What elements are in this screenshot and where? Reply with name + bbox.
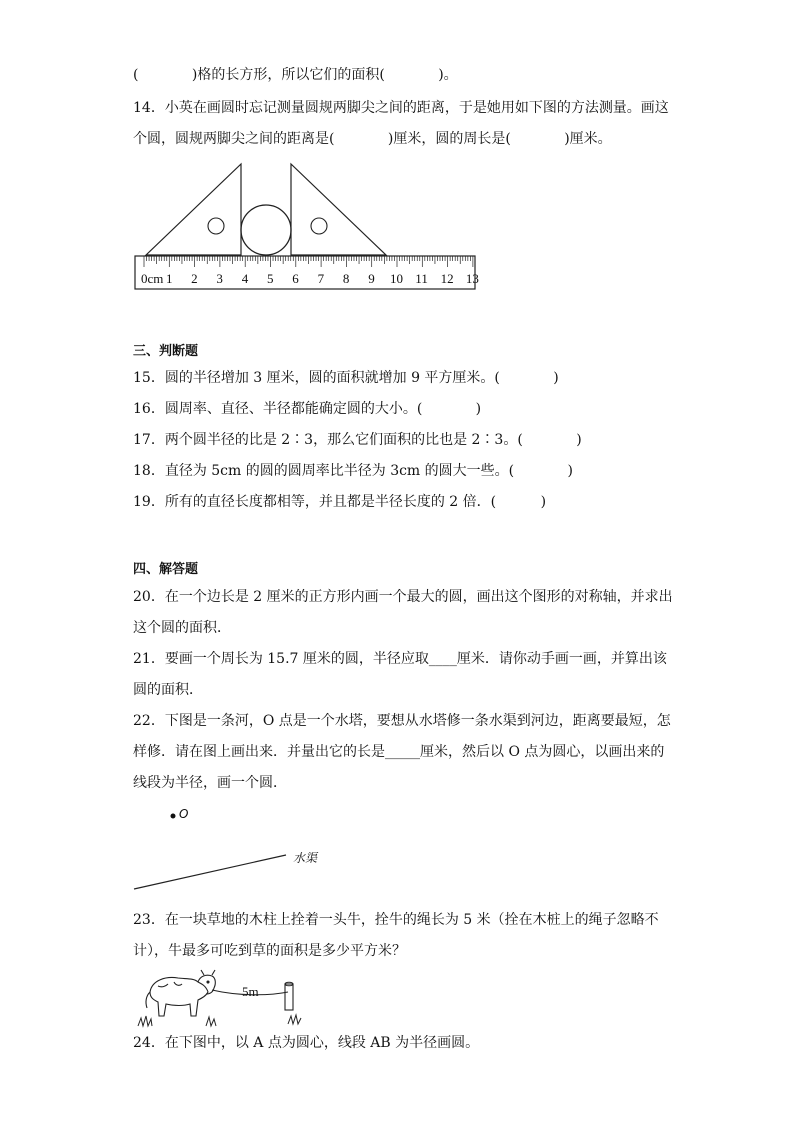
ruler-number-13: 13 — [465, 271, 479, 286]
question-20-line1: 20．在一个边长是 2 厘米的正方形内画一个最大的圆，画出这个图形的对称轴，并求出 — [133, 589, 673, 605]
wooden-post — [285, 984, 293, 1010]
q14-line2: 个圆，圆规两脚尖之间的距离是( )厘米，圆的周长是( )厘米。 — [133, 131, 612, 147]
water-tower-point — [171, 814, 176, 819]
section-3-heading: 三、判断题 — [133, 344, 199, 359]
question-21-line2: 圆的面积． — [133, 682, 203, 698]
ruler-number-9: 9 — [368, 271, 375, 286]
canal-label: 水渠 — [293, 851, 318, 865]
canal-figure — [128, 800, 368, 890]
q13-continuation: ( )格的长方形，所以它们的面积( )。 — [133, 67, 458, 83]
rope-length-label: 5m — [242, 984, 259, 999]
ruler-number-5: 5 — [267, 271, 274, 286]
question-22-line1: 22．下图是一条河，O 点是一个水塔，要想从水塔修一条水渠到河边，距离要最短，怎 — [133, 713, 671, 729]
ruler-numbers — [141, 271, 479, 286]
ruler-number-11: 11 — [415, 271, 428, 286]
ruler-number-10: 10 — [390, 271, 403, 286]
ruler-ticks — [144, 256, 473, 267]
ruler-number-7: 7 — [317, 271, 325, 286]
question-22-line2: 样修．请在图上画出来．并量出它的长是_____厘米，然后以 O 点为圆心，以画出来的 — [133, 744, 665, 760]
question-15: 15．圆的半径增加 3 厘米，圆的面积就增加 9 平方厘米。( ) — [133, 370, 559, 386]
o-point-label: O — [179, 807, 189, 821]
cow-figure — [128, 962, 328, 1030]
ruler-number-12: 12 — [440, 271, 454, 286]
question-16: 16．圆周率、直径、半径都能确定圆的大小。( ) — [133, 401, 482, 417]
ruler-number-8: 8 — [342, 271, 350, 286]
left-set-square — [146, 164, 241, 255]
question-17: 17．两个圆半径的比是 2∶3，那么它们面积的比也是 2∶3。( ) — [133, 432, 582, 448]
q14-line1: 14．小英在画圆时忘记测量圆规两脚尖之间的距离，于是她用如下图的方法测量。画这 — [133, 100, 669, 116]
question-23-line2: 计），牛最多可吃到草的面积是多少平方米？ — [133, 943, 406, 959]
question-20-line2: 这个圆的面积． — [133, 620, 231, 636]
question-24: 24．在下图中，以 A 点为圆心，线段 AB 为半径画圆。 — [133, 1035, 480, 1051]
right-set-square — [291, 164, 386, 255]
left-set-square-hole — [208, 218, 224, 234]
grass-tuft-right — [288, 1015, 301, 1024]
ruler-number-1: 1 — [166, 271, 173, 286]
question-18: 18．直径为 5cm 的圆的圆周率比半径为 3cm 的圆大一些。( ) — [133, 463, 573, 479]
ruler-number-3: 3 — [216, 271, 223, 286]
right-set-square-hole — [311, 218, 327, 234]
ruler-number-0cm: 0cm — [141, 271, 164, 286]
grass-tuft-left — [138, 1016, 152, 1026]
section-4-heading: 四、解答题 — [133, 562, 199, 577]
question-19: 19．所有的直径长度都相等，并且都是半径长度的 2 倍．( ) — [133, 494, 547, 510]
grass-tuft-mid — [206, 1017, 216, 1026]
ruler-number-2: 2 — [191, 271, 198, 286]
ruler-figure — [128, 155, 488, 295]
ruler-number-4: 4 — [241, 271, 249, 286]
question-23-line1: 23．在一块草地的木柱上拴着一头牛，拴牛的绳长为 5 米（拴在木桩上的绳子忽略不 — [133, 912, 659, 928]
measured-circle — [241, 205, 291, 255]
canal-line — [134, 855, 286, 889]
cow — [146, 970, 215, 1016]
question-21-line1: 21．要画一个周长为 15.7 厘米的圆，半径应取____厘米．请你动手画一画，并算出该 — [133, 651, 667, 667]
ruler-number-6: 6 — [292, 271, 299, 286]
question-22-line3: 线段为半径，画一个圆． — [133, 775, 287, 791]
